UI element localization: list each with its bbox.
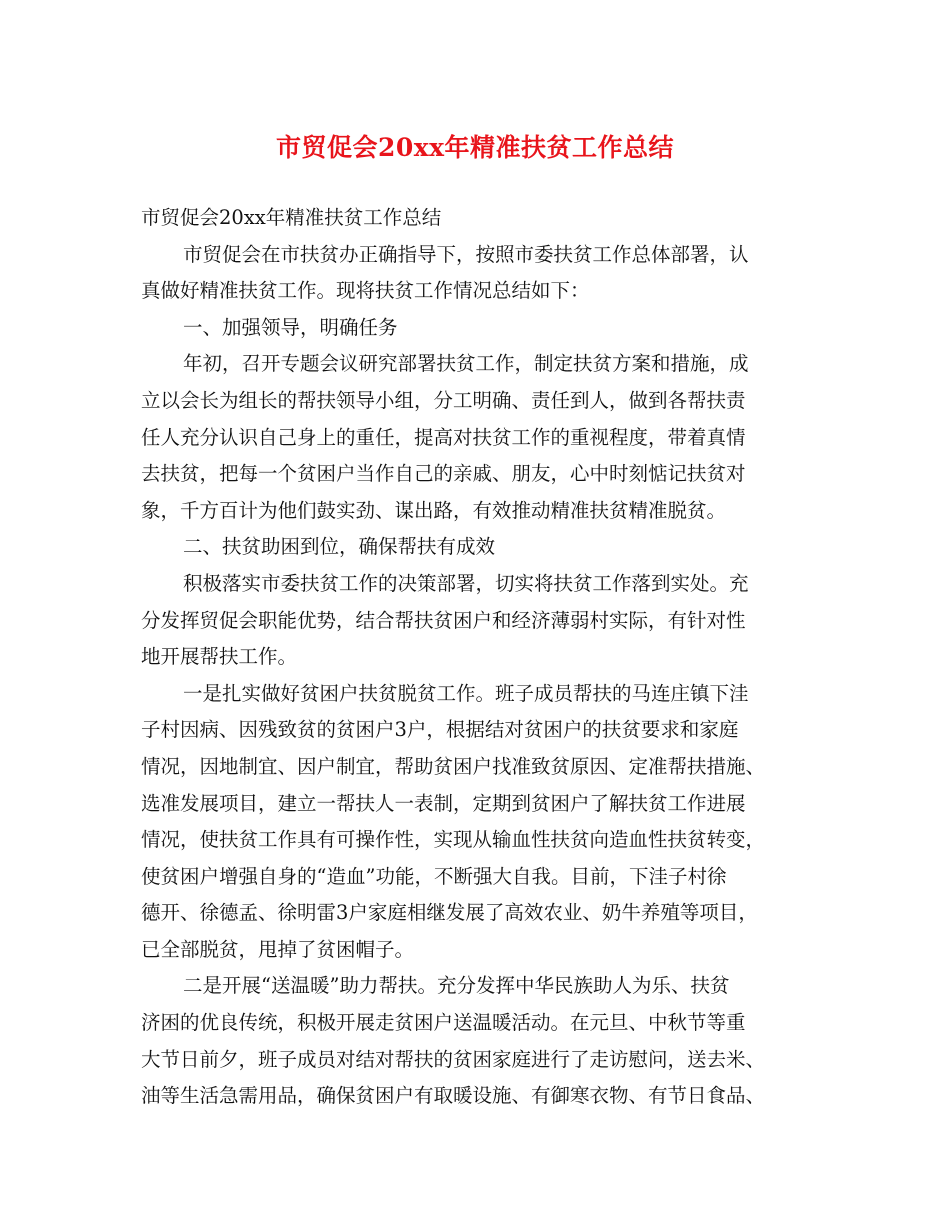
body-line: 德开、徐德孟、徐明雷3户家庭相继发展了高效农业、奶牛养殖等项目， — [141, 901, 758, 925]
body-line: 油等生活急需用品，确保贫困户有取暖设施、有御寒衣物、有节日食品、 — [141, 1084, 766, 1108]
body-line: 立以会长为组长的帮扶领导小组，分工明确、责任到人，做到各帮扶责 — [141, 388, 746, 412]
body-line: 一、加强领导，明确任务 — [183, 315, 398, 339]
body-line: 任人充分认识自己身上的重任，提高对扶贫工作的重视程度，带着真情 — [141, 425, 746, 449]
document-title: 市贸促会20xx年精准扶贫工作总结 — [275, 133, 675, 162]
body-line: 已全部脱贫，甩掉了贫困帽子。 — [141, 937, 415, 961]
body-line: 二是开展“送温暖”助力帮扶。充分发挥中华民族助人为乐、扶贫 — [183, 974, 730, 998]
body-line: 二、扶贫助困到位，确保帮扶有成效 — [183, 535, 496, 559]
body-line: 去扶贫，把每一个贫困户当作自己的亲戚、朋友，心中时刻惦记扶贫对 — [141, 462, 746, 486]
body-line: 大节日前夕，班子成员对结对帮扶的贫困家庭进行了走访慰问，送去米、 — [141, 1047, 766, 1071]
document-body — [141, 200, 811, 1115]
body-line: 一是扎实做好贫困户扶贫脱贫工作。班子成员帮扶的马连庄镇下洼 — [183, 681, 749, 705]
body-line: 情况，因地制宜、因户制宜，帮助贫困户找准致贫原因、定准帮扶措施、 — [141, 754, 766, 778]
body-line: 年初，召开专题会议研究部署扶贫工作，制定扶贫方案和措施，成 — [183, 352, 749, 376]
body-line: 分发挥贸促会职能优势，结合帮扶贫困户和经济薄弱村实际，有针对性 — [141, 608, 746, 632]
body-line: 市贸促会在市扶贫办正确指导下，按照市委扶贫工作总体部署，认 — [183, 242, 749, 266]
body-line: 象，千方百计为他们鼓实劲、谋出路，有效推动精准扶贫精准脱贫。 — [141, 498, 727, 522]
body-line: 子村因病、因残致贫的贫困户3户，根据结对贫困户的扶贫要求和家庭 — [141, 718, 739, 742]
body-line: 情况，使扶贫工作具有可操作性，实现从输血性扶贫向造血性扶贫转变， — [141, 828, 766, 852]
body-line: 真做好精准扶贫工作。现将扶贫工作情况总结如下： — [141, 279, 590, 303]
body-line: 地开展帮扶工作。 — [141, 645, 298, 669]
body-line: 济困的优良传统，积极开展走贫困户送温暖活动。在元旦、中秋节等重 — [141, 1011, 746, 1035]
body-line: 使贫困户增强自身的“造血”功能，不断强大自我。目前，下洼子村徐 — [141, 864, 727, 888]
body-line: 积极落实市委扶贫工作的决策部署，切实将扶贫工作落到实处。充 — [183, 571, 749, 595]
body-line: 市贸促会20xx年精准扶贫工作总结 — [141, 206, 442, 229]
body-line: 选准发展项目，建立一帮扶人一表制，定期到贫困户了解扶贫工作进展 — [141, 791, 746, 815]
